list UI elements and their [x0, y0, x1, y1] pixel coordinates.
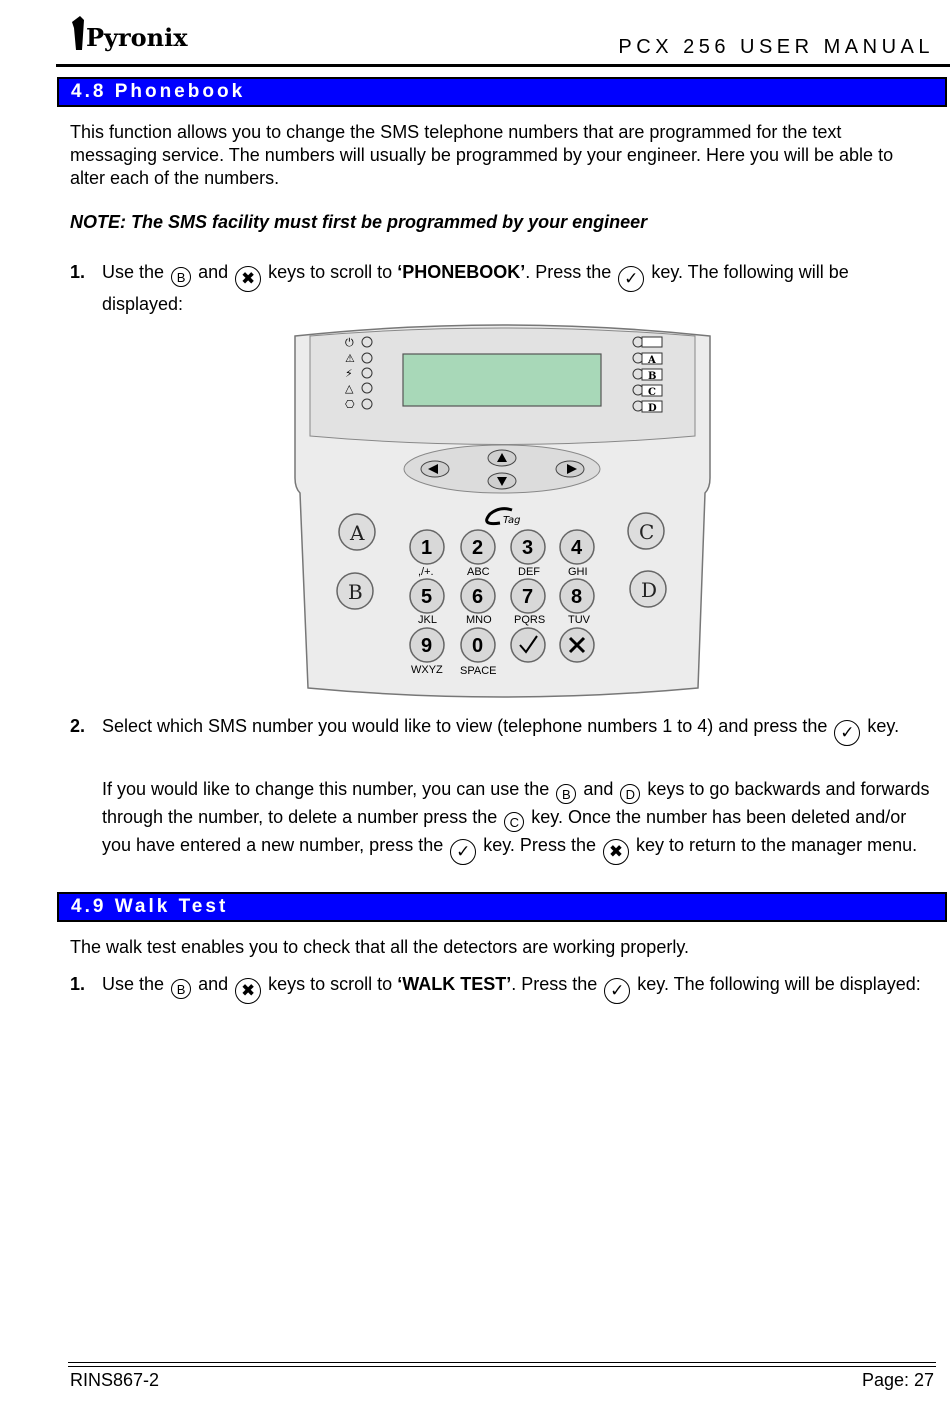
svg-text:WXYZ: WXYZ — [411, 664, 443, 676]
key-b — [337, 573, 373, 609]
tick-key-icon: ✓ — [834, 720, 860, 746]
cross-key-icon: ✖ — [235, 978, 261, 1004]
svg-text:C: C — [639, 520, 655, 544]
key-7 — [511, 579, 545, 626]
svg-text:⚠: ⚠ — [345, 352, 355, 365]
svg-text:1: 1 — [421, 537, 433, 559]
svg-text:⎔: ⎔ — [345, 398, 355, 411]
svg-text:MNO: MNO — [466, 614, 492, 626]
svg-text:C: C — [648, 387, 656, 398]
svg-text:5: 5 — [421, 586, 433, 608]
menu-target: ‘PHONEBOOK’ — [397, 262, 526, 282]
section-heading-walk-test: 4.9 Walk Test — [57, 892, 947, 922]
walk-test-intro: The walk test enables you to check that all the detectors are working properly. — [70, 937, 689, 957]
navigation-pad — [404, 445, 600, 493]
page-number: Page: 27 — [861, 1370, 934, 1390]
svg-text:9: 9 — [421, 635, 433, 657]
tick-key-icon: ✓ — [618, 266, 644, 292]
b-key-icon: B — [556, 784, 576, 804]
key-0 — [460, 628, 496, 677]
svg-text:0: 0 — [472, 635, 484, 657]
svg-text:B: B — [648, 371, 657, 382]
lcd-screen — [403, 354, 601, 406]
svg-text:A: A — [350, 521, 365, 545]
svg-text:GHI: GHI — [568, 566, 588, 578]
key-tick — [511, 628, 545, 662]
pyronix-logo — [70, 14, 190, 54]
header-rule — [56, 64, 950, 67]
menu-target: ‘WALK TEST’ — [397, 974, 512, 994]
svg-text:B: B — [348, 580, 363, 604]
step-number: 2. — [70, 716, 86, 736]
svg-text:7: 7 — [522, 586, 534, 608]
key-cross — [560, 628, 594, 662]
phonebook-step-2: 2. Select which SMS number you would like to view (telephone numbers 1 to 4) and press the ✓ key. — [70, 714, 930, 746]
svg-text:DEF: DEF — [518, 566, 540, 578]
d-key-icon: D — [620, 784, 640, 804]
phonebook-step-1: 1. Use the B and ✖ keys to scroll to ‘PHONEBOOK’. Press the ✓ key. The following will be displayed: — [70, 262, 849, 314]
svg-text:8: 8 — [571, 586, 583, 608]
svg-text:4: 4 — [571, 537, 583, 559]
manual-title: PCX 256 USER MANUAL — [618, 36, 934, 58]
cross-key-icon: ✖ — [235, 266, 261, 292]
footer-rule — [68, 1362, 936, 1363]
svg-text:ABC: ABC — [467, 566, 490, 578]
key-d — [630, 571, 666, 607]
svg-text:2: 2 — [472, 537, 484, 559]
keypad-illustration — [290, 318, 715, 703]
tag-label: Tag — [503, 515, 521, 526]
svg-text:A: A — [648, 355, 656, 366]
svg-text:JKL: JKL — [418, 614, 437, 626]
key-9 — [410, 628, 444, 676]
svg-text:⏻: ⏻ — [345, 336, 354, 349]
svg-text:,/+.: ,/+. — [418, 566, 434, 578]
b-key-icon: B — [171, 267, 191, 287]
step-number: 1. — [70, 262, 86, 282]
svg-text:D: D — [641, 578, 658, 602]
svg-text:⚡: ⚡ — [345, 367, 353, 380]
svg-text:SPACE: SPACE — [460, 665, 497, 677]
key-a — [339, 514, 375, 550]
phonebook-intro: This function allows you to change the SMS telephone numbers that are programmed for the text messaging service. The numbers will usually be programmed by your engineer. Here you will be able to alter each of the numbers. — [70, 122, 894, 188]
key-6 — [461, 579, 495, 626]
phonebook-step-2-detail: If you would like to change this number, you can use the B and D keys to go backwards and forwards through the number, to delete a number press the C key. Once the number has been deleted and/or you have entered a new number, press the ✓ key. Press the ✖ key to return to the manager menu. — [70, 776, 930, 865]
section-heading-phonebook: 4.8 Phonebook — [57, 77, 947, 107]
key-c — [628, 513, 664, 549]
walk-test-step-1: 1. Use the B and ✖ keys to scroll to ‘WALK TEST’. Press the ✓ key. The following will be displayed: — [70, 972, 930, 1004]
svg-text:3: 3 — [522, 537, 534, 559]
tick-key-icon: ✓ — [604, 978, 630, 1004]
svg-text:TUV: TUV — [568, 614, 590, 626]
svg-text:D: D — [648, 403, 657, 414]
svg-text:PQRS: PQRS — [514, 614, 546, 626]
phonebook-note: NOTE: The SMS facility must first be programmed by your engineer — [70, 212, 648, 232]
step-number: 1. — [70, 974, 86, 994]
tick-key-icon: ✓ — [450, 839, 476, 865]
b-key-icon: B — [171, 979, 191, 999]
document-reference: RINS867-2 — [70, 1370, 160, 1390]
svg-text:6: 6 — [472, 586, 484, 608]
footer-rule — [68, 1366, 936, 1367]
svg-text:△: △ — [345, 382, 354, 395]
svg-text:Pyronix: Pyronix — [86, 23, 188, 52]
c-key-icon: C — [504, 812, 524, 832]
cross-key-icon: ✖ — [603, 839, 629, 865]
